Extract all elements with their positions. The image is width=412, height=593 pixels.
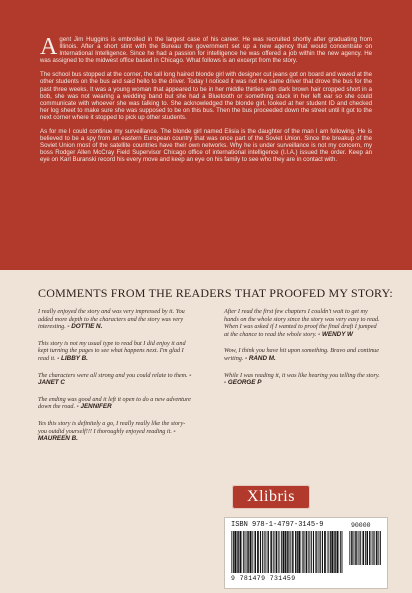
barcode-bar [262,531,263,573]
barcode-bar [351,531,352,565]
reader-comments-panel [0,270,412,593]
barcode-bar [252,531,253,573]
barcode-bar [362,531,363,565]
barcode-bar [276,531,278,573]
barcode-bar [278,531,279,573]
comment [224,372,380,387]
synopsis-panel [0,0,412,270]
barcode-bar [302,531,303,573]
comment-author: - JANET C [38,371,192,387]
barcode-bar [297,531,298,573]
comment [38,396,194,411]
barcode-bar [316,531,317,573]
barcode-bar [270,531,271,573]
barcode-bar [243,531,244,573]
synopsis-paragraph-1 [40,36,372,64]
comment-author: - GEORGE P [224,379,262,387]
barcode-bar [285,531,286,573]
barcode-bar [319,531,320,573]
barcode-bar [320,531,321,573]
barcode-bar [271,531,272,573]
synopsis-paragraph-2: The school bus stopped at the corner, the tall long haired blonde girl with designer cut jeans got on board and waved at the other students on the bus and said hello to the driver. Today I noticed it was not the same driver that drove the bus for the past three weeks. It was a young woman that appeared to be in her middle thirties with dark brown hair cropped short in a bob, she was not wearing a wedding band but she had a Bluetooth or something stuck in her left ear so she could communicate with whoever she was talking to. She acknowledged the blonde girl, looked at her student ID and checked her log sheet to make sure she was supposed to be on this bus. Then the bus proceeded down the street until it got to the next corner where it stopped to pick up other students. [40,71,372,121]
isbn-barcode [224,517,388,589]
barcode-bar [349,531,350,565]
barcode-bar [245,531,246,573]
barcode-bar [283,531,285,573]
barcode-bar [328,531,329,573]
ean-barcode-bars [231,531,343,573]
barcode-bar [247,531,248,573]
comment-text: After I read the first few chapters I couldn't wait to get my hands on the whole story since the story was very easy to read. When I was asked if I wanted to proof the final draft I jumped at the chance to read the whole story. [224,308,380,338]
barcode-bar [298,531,300,573]
comment-author: - JENNIFER [76,403,112,411]
barcode-bar [292,531,293,573]
barcode-bar [367,531,368,565]
synopsis-paragraph-1-text: gent Jim Huggins is embroiled in the largest case of his career. He was recruited shortly after graduating from Illinois. After a short stint with the Bureau the government set up a new agency that would concentrate on International Intelligence. Since he had a passion for intelligence he was offered a job within the new agency. He was assigned to the midwest office based in Chicago. What follows is an excerpt from the story. [40,36,372,65]
barcode-bar [287,531,288,573]
price-code: 90000 [351,522,371,529]
barcode-bar [359,531,360,565]
barcode-bar [242,531,243,573]
comment-author: - LIBBY B. [57,354,88,362]
comment-text: Wow, I think you have hit upon something. Bravo and continue writing. [224,347,380,362]
comment-text: While I was reading it, it was like hearing you telling the story. [224,371,380,379]
barcode-bar [313,531,314,573]
barcode-bar [360,531,361,565]
barcode-bar [331,531,333,573]
barcode-bar [255,531,256,573]
ean-digits: 9 781479 731459 [231,575,296,582]
barcode-bar [293,531,294,573]
comment-text: This story is not my usual type to read but I did enjoy it and kept turning the pages to see what happens next. I'm glad I read it. [38,339,186,362]
barcode-bar [374,531,375,565]
drop-cap: A [40,34,58,60]
comment-text: The ending was good and it left it open to do a new adventure down the road. [38,395,191,411]
comment-text: The characters were all strong and you could relate to them. [38,371,188,379]
comment [38,340,194,363]
publisher-logo: Xlibris [232,485,310,509]
comment-author: - RAND M. [244,354,276,362]
barcode-bar [231,531,232,573]
comment [224,347,380,362]
comment-author: - WENDY W [318,330,353,338]
barcode-bar [303,531,304,573]
barcode-bar [380,531,381,565]
barcode-bar [234,531,236,573]
barcode-bar [257,531,259,573]
barcode-bar [342,531,343,573]
barcode-bar [273,531,274,573]
comment-text: Yes this story is definitely a go, I really really like the story- you outdid yourself!!! I thoroughly enjoyed reading it. [38,419,186,435]
barcode-bar [324,531,326,573]
barcode-bar [363,531,364,565]
synopsis-paragraph-3: As for me I could continue my surveillance. The blonde girl named Elisia is the daughter of the man I am following. He is believed to be a spy from an eastern European country that was once part of the Soviet Union. Since the breakup of the Soviet Union most of the satellite countries have their own networks. Why he is under surveillance is not my concern, my boss Rodger Allen McCray Field Supervisor Chicago office of international intelligence (I.I.A.) issued the order. Keep an eye on Karl Buranski record his every move and keep an eye on his family to see who they are in contact with. [40,128,372,164]
barcode-bar [248,531,249,573]
barcode-bar [330,531,331,573]
barcode-bar [288,531,289,573]
barcode-bar [369,531,370,565]
barcode-bar [355,531,356,565]
isbn-label: ISBN 978-1-4797-3145-9 [231,521,324,529]
barcode-bar [280,531,281,573]
barcode-bar [260,531,261,573]
comments-heading: COMMENTS FROM THE READERS THAT PROOFED MY STORY: [38,286,393,300]
addon-barcode-bars [349,531,381,565]
barcode-bar [376,531,377,565]
barcode-bar [301,531,302,573]
comment [38,308,194,331]
barcode-bar [306,531,308,573]
barcode-bar [311,531,312,573]
barcode-bar [327,531,328,573]
barcode-bar [352,531,353,565]
barcode-bar [254,531,255,573]
barcode-bar [290,531,291,573]
comment [38,372,194,387]
barcode-bar [377,531,378,565]
barcode-bar [268,531,269,573]
barcode-bar [372,531,373,565]
barcode-bar [335,531,336,573]
barcode-bar [308,531,309,573]
barcode-bar [356,531,357,565]
barcode-bar [295,531,296,573]
barcode-bar [315,531,316,573]
comments-left-column [38,308,194,452]
comment [38,420,194,443]
barcode-bar [337,531,338,573]
barcode-bar [237,531,238,573]
comment-author: - DOTTIE N. [67,323,103,331]
barcode-bar [322,531,323,573]
barcode-bar [264,531,265,573]
comment [224,308,380,338]
barcode-bar [250,531,252,573]
comment-author: - MAUREEN B. [38,427,176,443]
barcode-bar [340,531,341,573]
barcode-bar [334,531,335,573]
barcode-bar [365,531,366,565]
barcode-bar [339,531,340,573]
comments-right-column [224,308,380,396]
barcode-bar [238,531,239,573]
barcode-bar [267,531,268,573]
barcode-bar [240,531,241,573]
barcode-bar [371,531,372,565]
comment-text: I really enjoyed the story and was very impressed by it. You added more depth to the characters and the story was very interesting. [38,308,185,331]
barcode-bar [233,531,234,573]
barcode-bar [281,531,282,573]
